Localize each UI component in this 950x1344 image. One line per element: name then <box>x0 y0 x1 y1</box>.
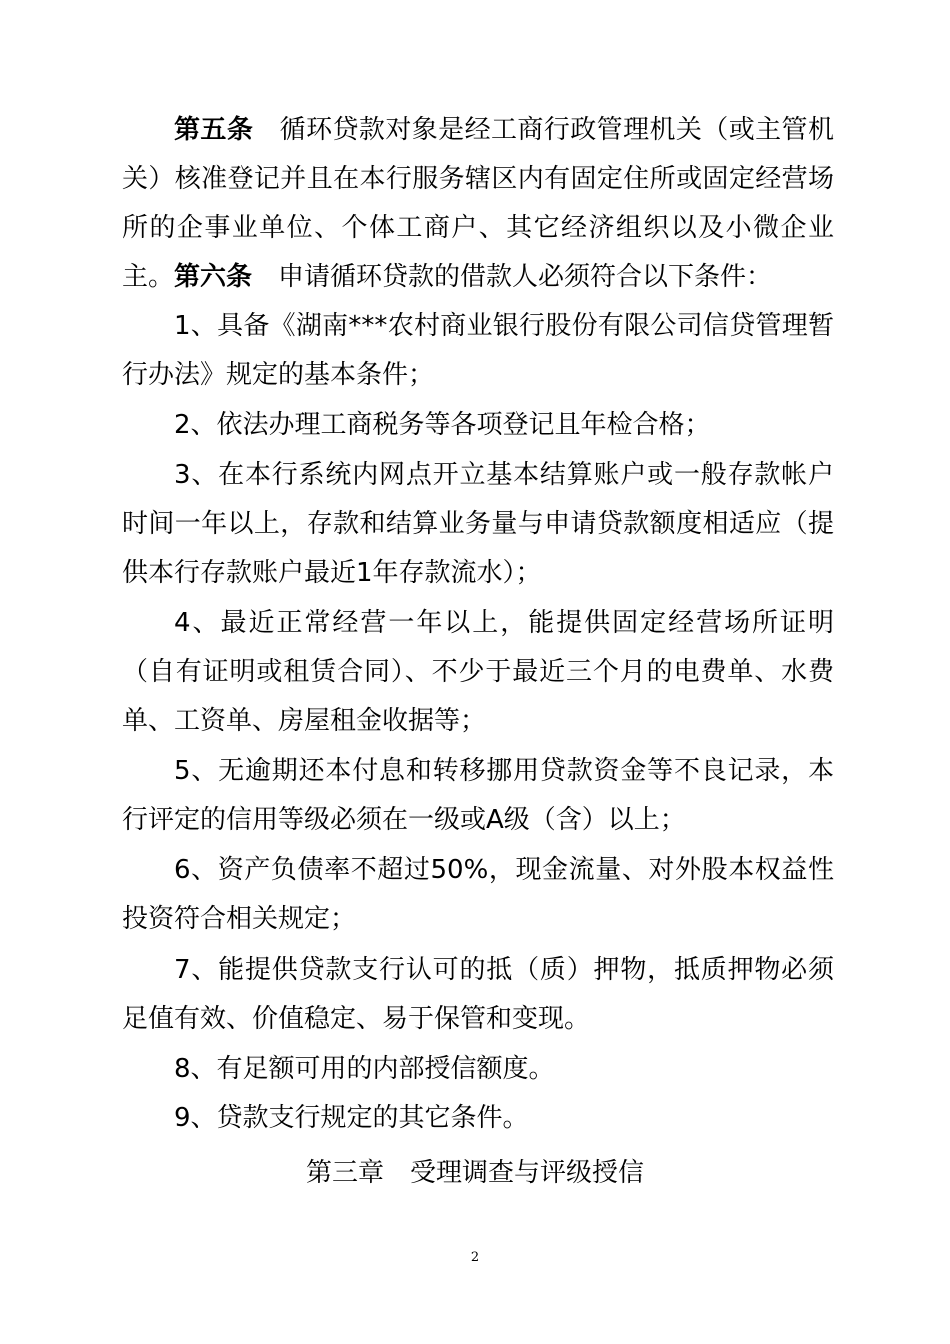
page-number: 2 <box>470 1250 480 1265</box>
condition-item: 5、无逾期还本付息和转移挪用贷款资金等不良记录，本行评定的信用等级必须在一级或A级（含）以上； <box>122 756 834 835</box>
condition-item: 1、具备《湖南***农村商业银行股份有限公司信贷管理暂行办法》规定的基本条件； <box>122 311 834 390</box>
chapter-heading: 第三章 受理调查与评级授信 <box>305 1158 644 1188</box>
article-5-text: 循环贷款对象是经工商行政管理机关（或主管机关）核准登记并且在本行服务辖区内有固定住所或固定经营场所的企事业单位、个体工商户、其它经济组织以及小微企业主。 <box>122 115 834 292</box>
condition-item: 9、贷款支行规定的其它条件。 <box>174 1103 529 1133</box>
condition-item: 7、能提供贷款支行认可的抵（质）押物，抵质押物必须足值有效、价值稳定、易于保管和变现。 <box>122 955 834 1034</box>
article-6-text: 申请循环贷款的借款人必须符合以下条件： <box>278 262 773 292</box>
article-6-paragraph <box>122 253 834 302</box>
article-5-label: 第五条 <box>174 115 254 145</box>
article-6-label: 第六条 <box>174 262 253 292</box>
condition-item: 8、有足额可用的内部授信额度。 <box>174 1054 555 1084</box>
condition-item: 3、在本行系统内网点开立基本结算账户或一般存款帐户时间一年以上，存款和结算业务量与申请贷款额度相适应（提供本行存款账户最近1年存款流水）； <box>122 460 834 588</box>
condition-item: 4、最近正常经营一年以上，能提供固定经营场所证明（自有证明或租赁合同）、不少于最近三个月的电费单、水费单、工资单、房屋租金收据等； <box>122 608 834 736</box>
condition-item: 2、依法办理工商税务等各项登记且年检合格； <box>174 410 711 440</box>
condition-item: 6、资产负债率不超过50%，现金流量、对外股本权益性投资符合相关规定； <box>122 855 834 934</box>
